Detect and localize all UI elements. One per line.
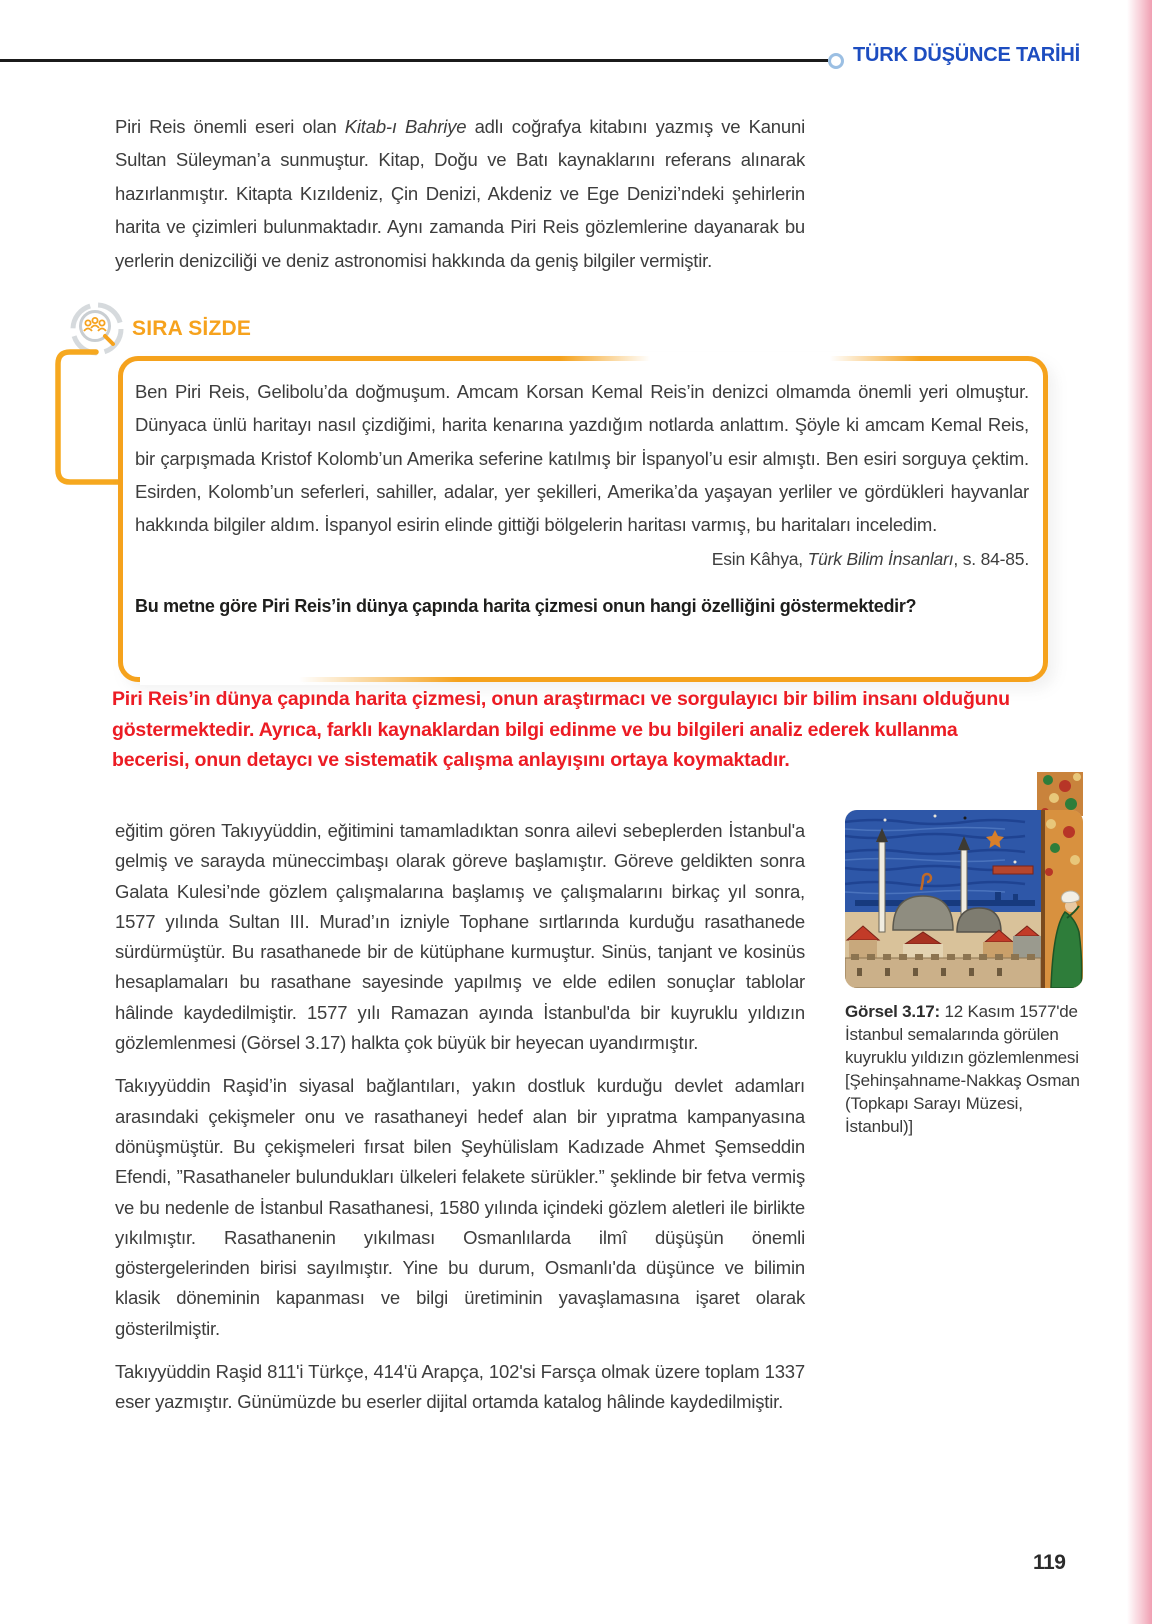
caption-label: Görsel 3.17: xyxy=(845,1002,940,1021)
body-column xyxy=(115,816,805,1431)
citation-author: Esin Kâhya, xyxy=(711,549,808,570)
box-paragraph: Ben Piri Reis, Gelibolu’da doğmuşum. Amcam Korsan Kemal Reis’in denizci olmamda önemli yeri olmuştur. Dünyaca ünlü haritayı nasıl çizdiğimi, harita kenarına yazdığım notlarda anlattım. Şöyle ki amcam Kemal Reis, bir çarpışmada Kristof Kolomb’un Amerika seferine katılmış bir İspanyol’u esir almıştı. Ben esiri sorguya çektim. Esirden, Kolomb’un seferleri, sahiller, adalar, yer şekilleri, Amerika’da yaşayan yerliler ve gördükleri hayvanlar hakkında bilgiler aldım. İspanyol esirin elinde gittiği bölgelerin haritası varmış, bu haritaları inceledim. xyxy=(135,381,1029,536)
header-marker-circle-icon xyxy=(828,53,844,69)
box-border-fade-top xyxy=(560,352,920,363)
intro-text-2: adlı coğrafya kitabını yazmış ve Kanuni Sultan Süleyman’a sunmuştur. Kitap, Doğu ve Batı kaynaklarını referans alınarak hazırlanmıştır. Kitapta Kızıldeniz, Çin Denizi, Akdeniz ve Ege Denizi’ndeki şehirlerin harita ve çizimleri bulunmaktadır. Aynı zamanda Piri Reis gözlemlerine dayanarak bu yerlerin denizciliği ve deniz astronomisi hakkında da geniş bilgiler vermiştir. xyxy=(115,116,805,271)
body-paragraph-3: Takıyyüddin Raşid 811'i Türkçe, 414'ü Arapça, 102'si Farsça olmak üzere toplam 1337 eser yazmıştır. Günümüzde bu eserler dijital ortamda katalog hâlinde kaydedilmiştir. xyxy=(115,1361,805,1413)
page-number: 119 xyxy=(1033,1551,1066,1574)
question-text: Bu metne göre Piri Reis’in dünya çapında harita çizmesi onun hangi özelliğini göstermektedir? xyxy=(135,596,917,617)
header-rule xyxy=(0,59,828,62)
ornament-fragment xyxy=(1037,772,1083,816)
body-paragraph-1: eğitim gören Takıyyüddin, eğitimini tamamladıktan sonra ailevi sebeplerden İstanbul'a gelmiş ve sarayda müneccimbaşı olarak göreve başlamıştır. Göreve geldikten sonra Galata Kulesi’nde gözlem çalışmalarına başlamış ve çalışmalarını birkaç yıl sonra, 1577 yılında Sultan III. Murad’ın izniyle Tophane sırtlarında kurduğu rasathanede sürdürmüştür. Bu rasathanede bir de kütüphane kurmuştur. Sinüs, tanjant ve kosinüs hesaplamaları bu rasathane sayesinde yapılmış ve elde edilen sonuçlar tablolar hâlinde kaydedilmiştir. 1577 yılı Ramazan ayında İstanbul'da bir kuyruklu yıldızın gözlemlenmesi (Görsel 3.17) halkta çok büyük bir heyecan uyandırmıştır. xyxy=(115,820,805,1054)
page-title: TÜRK DÜŞÜNCE TARİHİ xyxy=(853,44,1080,66)
citation-work: Türk Bilim İnsanları xyxy=(807,549,954,570)
intro-book-title: Kitab-ı Bahriye xyxy=(344,116,467,137)
page-edge-strip xyxy=(1127,0,1152,1624)
sira-sizde-box xyxy=(118,356,1048,682)
caption-text: 12 Kasım 1577'de İstanbul semalarında görülen kuyruklu yıldızın gözlemlenmesi [Şehinşahname-Nakkaş Osman (Topkapı Sarayı Müzesi, İstanbul)] xyxy=(845,1002,1080,1136)
sira-sizde-label: SIRA SİZDE xyxy=(132,317,252,340)
citation-pages: , s. 84-85. xyxy=(953,549,1029,570)
answer-text: Piri Reis’in dünya çapında harita çizmesi, onun araştırmacı ve sorgulayıcı bir bilim insanı olduğunu göstermektedir. Ayrıca, farklı kaynaklardan bilgi edinme ve bu bilgileri analiz ederek kullanma becerisi, onun detaycı ve sistematik çalışma anlayışını ortaya koymaktadır. xyxy=(112,688,1010,772)
figure-caption xyxy=(845,1000,1089,1138)
citation xyxy=(135,549,1029,570)
comet-miniature-image xyxy=(845,772,1085,988)
intro-text-1: Piri Reis önemli eseri olan xyxy=(115,116,345,137)
intro-paragraph xyxy=(115,110,805,277)
body-paragraph-2: Takıyyüddin Raşid’in siyasal bağlantıları, yakın dostluk kurduğu devlet adamları arasındaki çekişmeler onu ve rasathaneyi hedef alan bir yıpratma kampanyasına dönüşmüştür. Bu çekişmeleri fırsat bilen Şeyhülislam Kadızade Ahmet Şemseddin Efendi, ”Rasathaneler bulundukları ülkeleri felakete sürükler.” şeklinde bir fetva vermiş ve bu nedenle de İstanbul Rasathanesi, 1580 yılında içindeki gözlem aletleri ile birlikte yıkılmıştır. Rasathanenin yıkılması Osmanlılarda ilmî düşüşün önemli göstergelerinden birisi sayılmıştır. Yine bu durum, Osmanlı'da düşünce ve bilimin klasik döneminin kapanması ve bilgi üretiminin yavaşlamasına işaret olarak gösterilmiştir. xyxy=(115,1075,805,1339)
